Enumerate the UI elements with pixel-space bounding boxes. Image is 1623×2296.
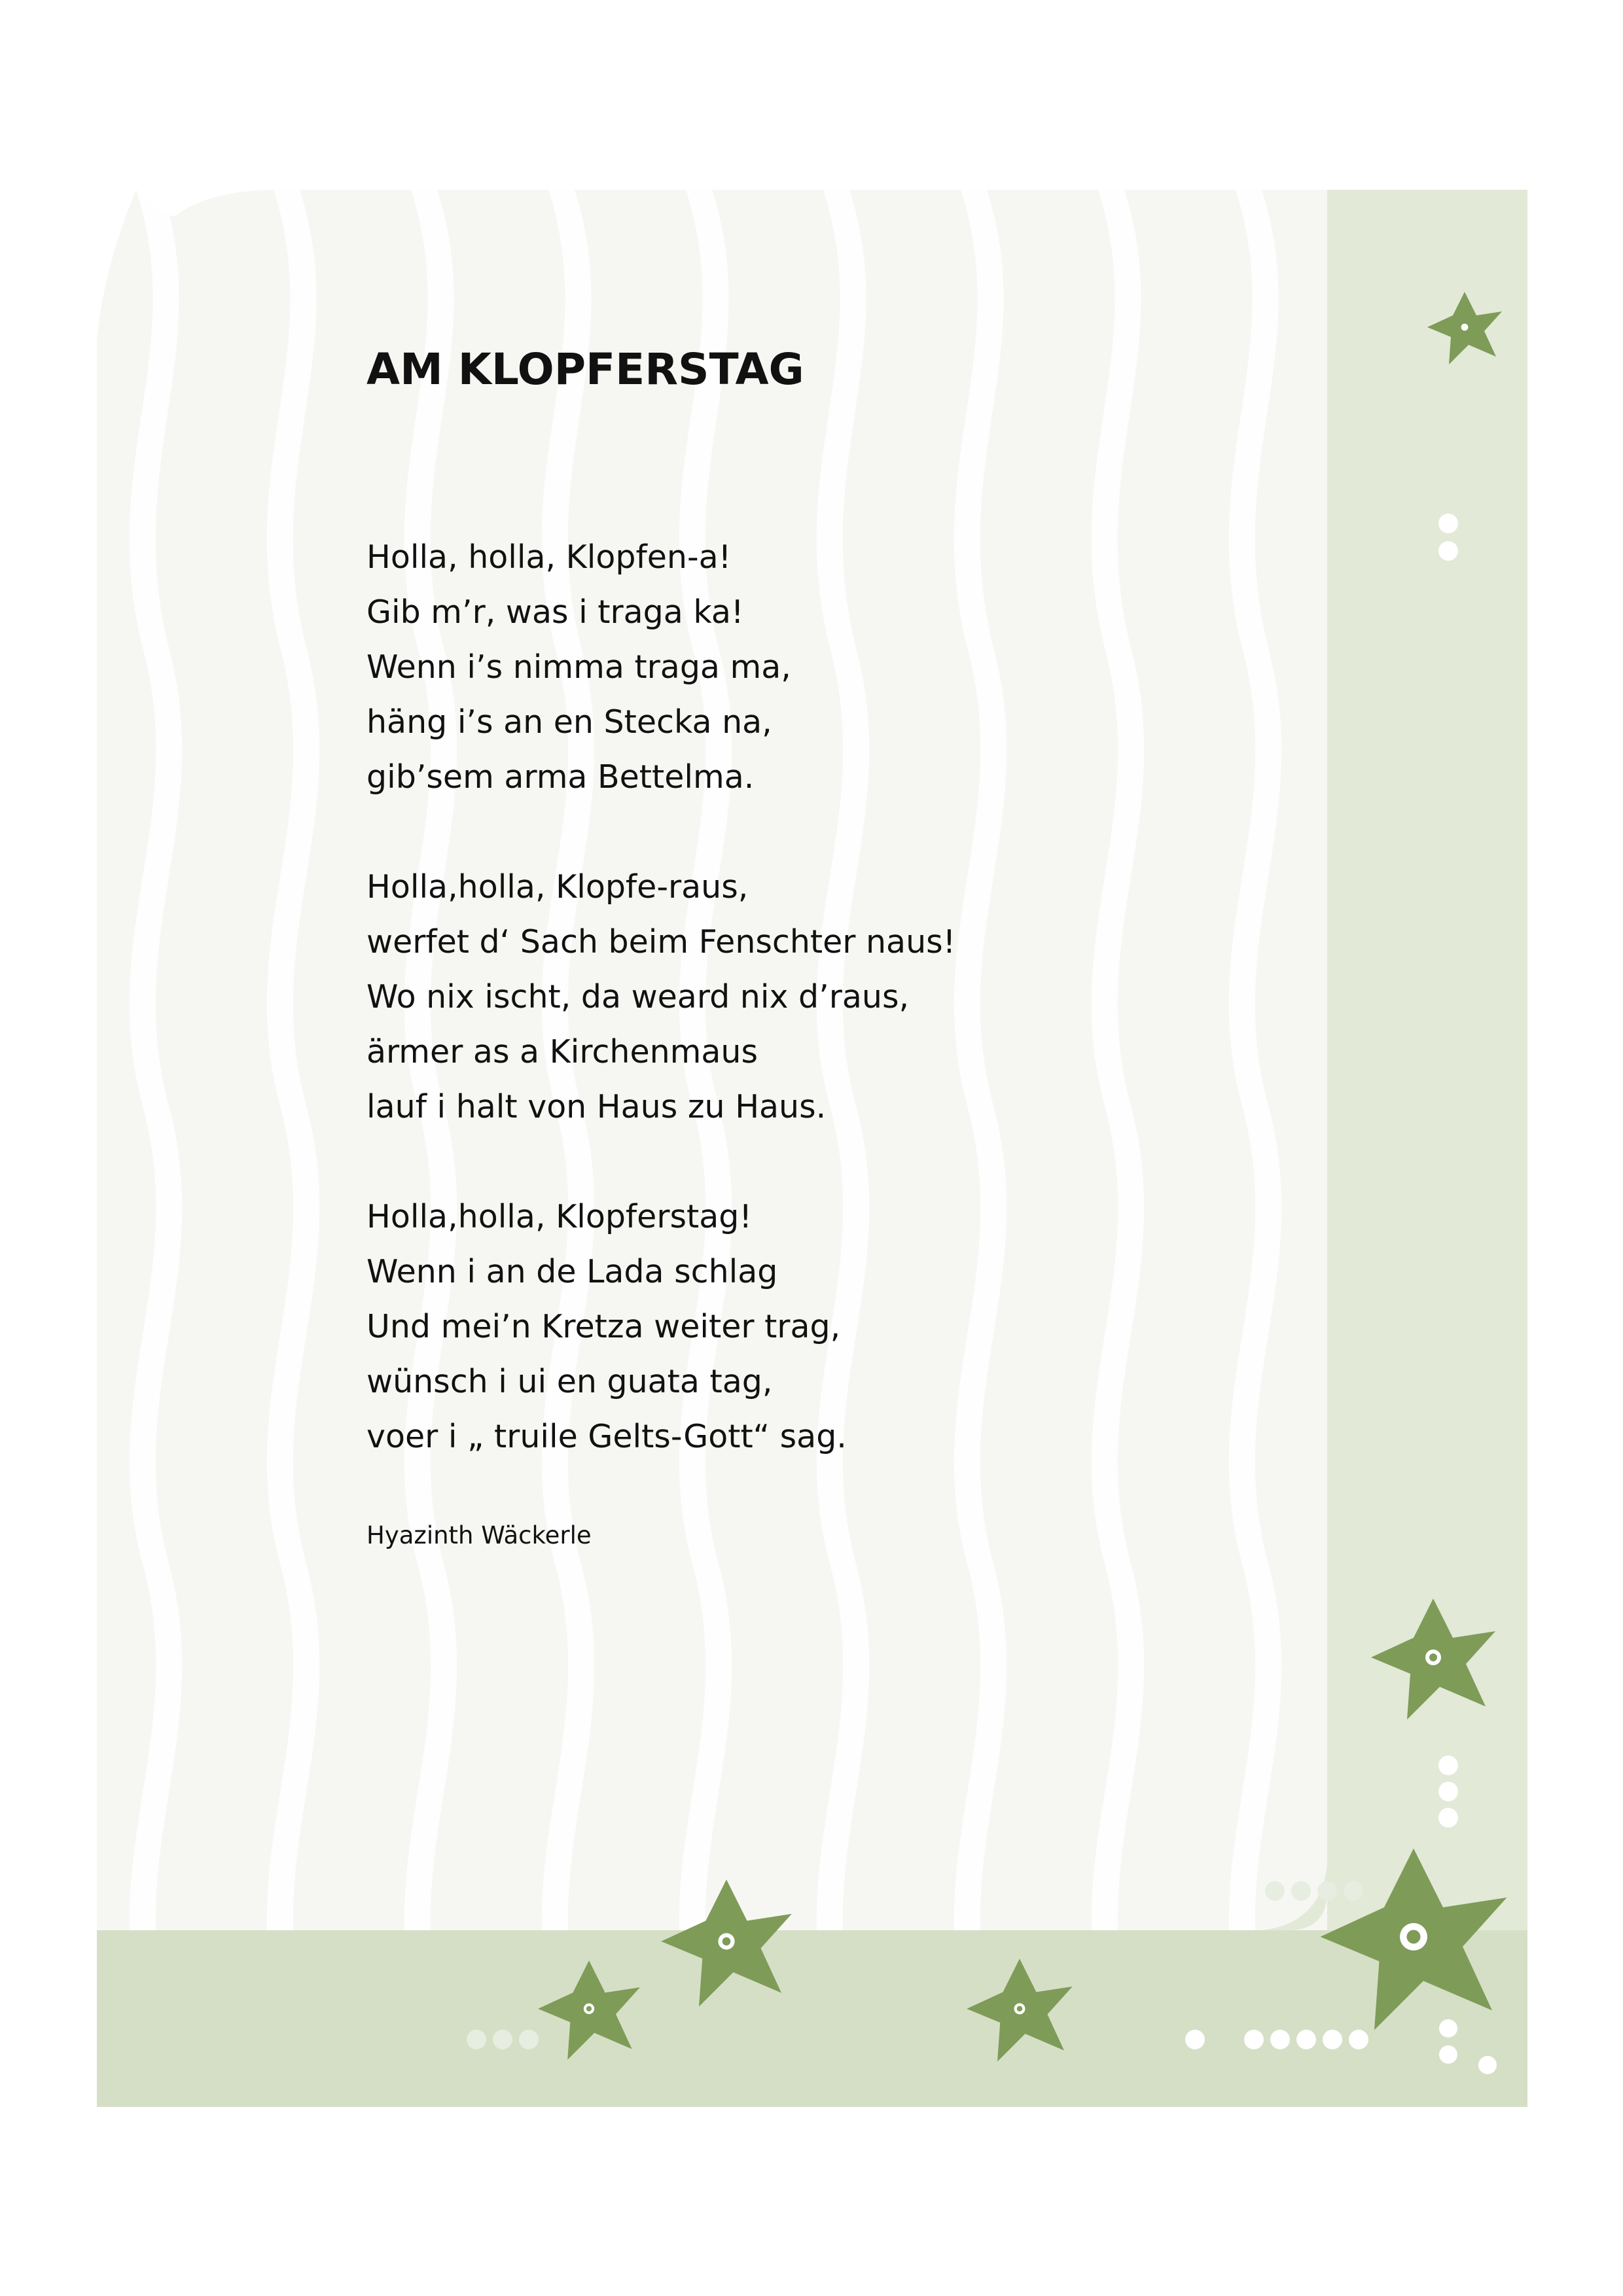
poem-line: Gib m’r, was i traga ka! (366, 593, 744, 631)
poem-content (366, 340, 1283, 1552)
poem-line: Wenn i an de Lada schlag (366, 1253, 778, 1290)
poem-line: ärmer as a Kirchenmaus (366, 1033, 758, 1070)
poem-line: Wenn i’s nimma traga ma, (366, 648, 791, 686)
poem-author: Hyazinth Wäckerle (366, 1521, 592, 1549)
poem-line: wünsch i ui en guata tag, (366, 1363, 773, 1400)
poem-line: Holla,holla, Klopfe-raus, (366, 868, 749, 906)
poem-line: häng i’s an en Stecka na, (366, 703, 772, 741)
right-band (1327, 190, 1527, 2107)
poem-line: voer i „ truile Gelts-Gott“ sag. (366, 1418, 847, 1455)
poem-line: Holla,holla, Klopferstag! (366, 1198, 752, 1235)
poem-title: AM KLOPFERSTAG (366, 344, 804, 395)
poem-line: Und mei’n Kretza weiter trag, (366, 1308, 841, 1345)
poem-line: gib’sem arma Bettelma. (366, 758, 755, 796)
stanza-3 (366, 1190, 1283, 1464)
poem-line: Holla, holla, Klopfen-a! (366, 539, 732, 576)
bottom-band (97, 1930, 1527, 2107)
poem-line: werfet d‘ Sach beim Fenschter naus! (366, 923, 956, 961)
poem-line: Wo nix ischt, da weard nix d’raus, (366, 978, 910, 1016)
stanza-1 (366, 530, 1283, 805)
poem-line: lauf i halt von Haus zu Haus. (366, 1088, 827, 1125)
stanza-2 (366, 860, 1283, 1135)
